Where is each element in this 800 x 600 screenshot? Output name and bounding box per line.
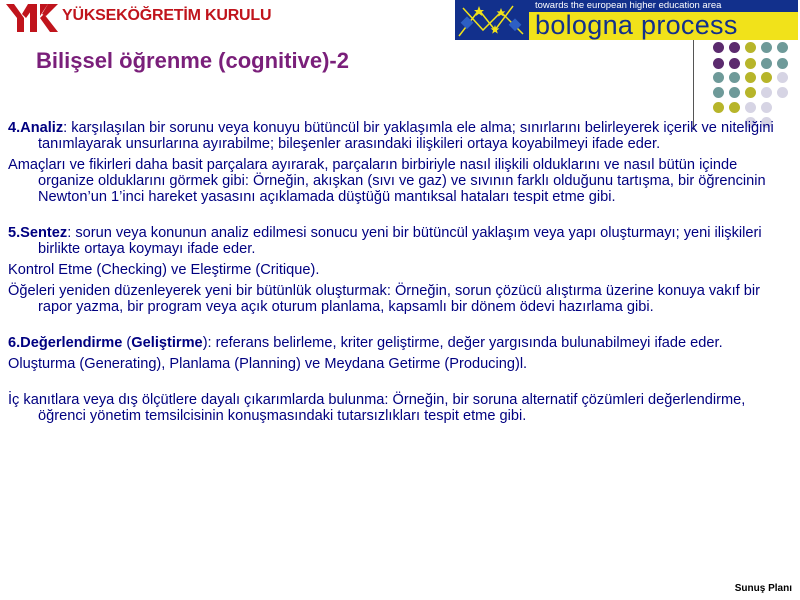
sentez-label: 5.Sentez [8,225,68,241]
yok-emblem-icon [4,2,60,34]
sentez-detail: Öğeleri yeniden düzenleyerek yeni bir bütünlük oluşturmak: Örneğin, sorun çözücü alıştırma üzerine konuya vakıf bir rapor yazma, bir program veya açık oturum planlama, kapsamlı bir dönem ödevi hazırlama gibi. [8,283,760,315]
degerlendirme-label: 6.Değerlendirme [8,335,123,351]
yok-logo [0,0,272,36]
degerlendirme-detail: İç kanıtlara veya dış ölçütlere dayalı çıkarımlarda bulunma: Örneğin, bir soruna alternatif çözümleri değerlendirme, öğrenci yönetim temsilcisinin konuşmasındaki tutarsızlıkları tespit etme gibi. [8,392,746,424]
sentez-paragraph [8,225,790,257]
divider-line [693,40,694,130]
analiz-paragraph [8,120,790,152]
bologna-name: bologna process [535,10,738,40]
sunus-plani-link[interactable]: Sunuş Planı [734,583,792,594]
slide-content [8,120,790,429]
analiz-text: : karşılaşılan bir sorunu veya konuyu bütüncül bir yaklaşımla ele alma; sınırlarını belirleyerek içerik ve niteliğini tanımlayarak unsurlarına ayırabilme; bileşenler arasındaki ilişkileri ortaya koyabilmeyi ifade eder. [38,120,774,152]
bologna-stars-icon [455,0,529,40]
degerlendirme-label2: Geliştirme [131,335,203,351]
bologna-tagline: towards the european higher education area [529,0,798,12]
degerlendirme-paren: ( [122,335,132,351]
degerlendirme-text: ): referans belirleme, kriter geliştirme, değer yargısında bulunabilmeyi ifade eder. [202,335,723,351]
decorative-dots-icon [709,42,799,128]
analiz-label: 4.Analiz [8,120,64,136]
yok-logo-text: YÜKSEKÖĞRETİM KURULU [62,7,272,24]
degerlendirme-paragraph [8,335,790,351]
bologna-banner [455,0,798,40]
slide-title: Bilişsel öğrenme (cognitive)-2 [36,48,349,73]
sentez-text: : sorun veya konunun analiz edilmesi sonucu yeni bir bütüncül yaklaşım veya yapı oluşturmayı; yeni ilişkileri birlikte ortaya koymayı ifade eder. [38,225,762,257]
analiz-detail: Amaçları ve fikirleri daha basit parçalara ayırarak, parçaların birbiriyle nasıl ilişkili olduklarını ve nasıl bütün içinde organize olduklarını görmek gibi: Örneğin, akışkan (sıvı ve gaz) ve sıvının farklı olduğunu tartışma, bir öğrencinin Newton’un 1’inci hareket yasasını açıklamada düştüğü mantıksal hataları tespit etme gibi. [8,157,766,205]
sentez-control: Kontrol Etme (Checking) ve Eleştirme (Critique). [8,262,320,278]
degerlendirme-list: Oluşturma (Generating), Planlama (Planning) ve Meydana Getirme (Producing)l. [8,356,528,372]
